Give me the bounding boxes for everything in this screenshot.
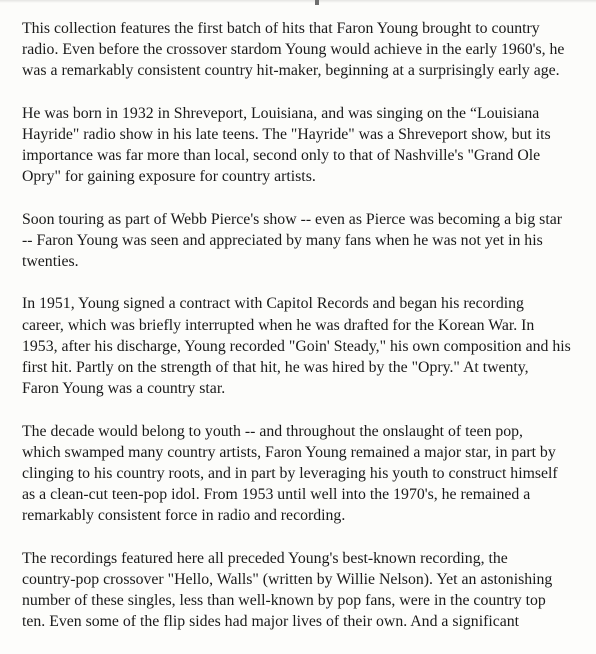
text-line: importance was far more than local, second only to that of Nashville's "Grand Ole [22,147,541,165]
paragraph-youth [22,421,582,527]
paragraph-touring [22,209,582,273]
text-line: was a remarkably consistent country hit-maker, beginning at a surprisingly early age. [22,62,560,80]
text-line: The decade would belong to youth -- and throughout the onslaught of teen pop, [22,422,523,440]
text-line: He was born in 1932 in Shreveport, Louisiana, and was singing on the “Louisiana [22,104,540,122]
paragraph-intro [22,18,582,82]
paragraph-capitol [22,293,582,399]
paragraph-birth [22,103,582,188]
text-line: number of these singles, less than well-known by pop fans, were in the country top [22,592,546,610]
text-line: radio. Even before the crossover stardom Young would achieve in the early 1960's, he [22,41,565,59]
page-top-edge [0,0,596,3]
page-top-mark [315,0,319,5]
paragraph-recordings [22,548,582,633]
text-line: ten. Even some of the flip sides had major lives of their own. And a significant [22,613,520,631]
text-line: career, which was briefly interrupted when he was drafted for the Korean War. In [22,316,535,334]
text-line: This collection features the first batch of hits that Faron Young brought to country [22,20,540,37]
text-line: Soon touring as part of Webb Pierce's show -- even as Pierce was becoming a big star [22,210,562,228]
text-line: remarkably consistent force in radio and recording. [22,507,346,525]
text-line: twenties. [22,253,79,271]
text-line: In 1951, Young signed a contract with Capitol Records and began his recording [22,295,524,313]
text-line: which swamped many country artists, Faron Young remained a major star, in part by [22,443,556,461]
text-line: country-pop crossover "Hello, Walls" (written by Willie Nelson). Yet an astonishing [22,570,553,588]
text-line: The recordings featured here all preceded Young's best-known recording, the [22,549,508,567]
liner-notes-text [22,18,582,654]
text-line: -- Faron Young was seen and appreciated by many fans when he was not yet in his [22,231,543,249]
text-line: Hayride" radio show in his late teens. The "Hayride" was a Shreveport show, but its [22,125,551,143]
text-line: 1953, after his discharge, Young recorded "Goin' Steady," his own composition and his [22,337,571,355]
text-line: as a clean-cut teen-pop idol. From 1953 until well into the 1970's, he remained a [22,486,531,504]
text-line: Faron Young was a country star. [22,380,226,398]
text-line: Opry" for gaining exposure for country artists. [22,168,316,186]
text-line: first hit. Partly on the strength of that hit, he was hired by the "Opry." At twenty, [22,359,529,376]
text-line: clinging to his country roots, and in part by leveraging his youth to construct himself [22,464,558,482]
